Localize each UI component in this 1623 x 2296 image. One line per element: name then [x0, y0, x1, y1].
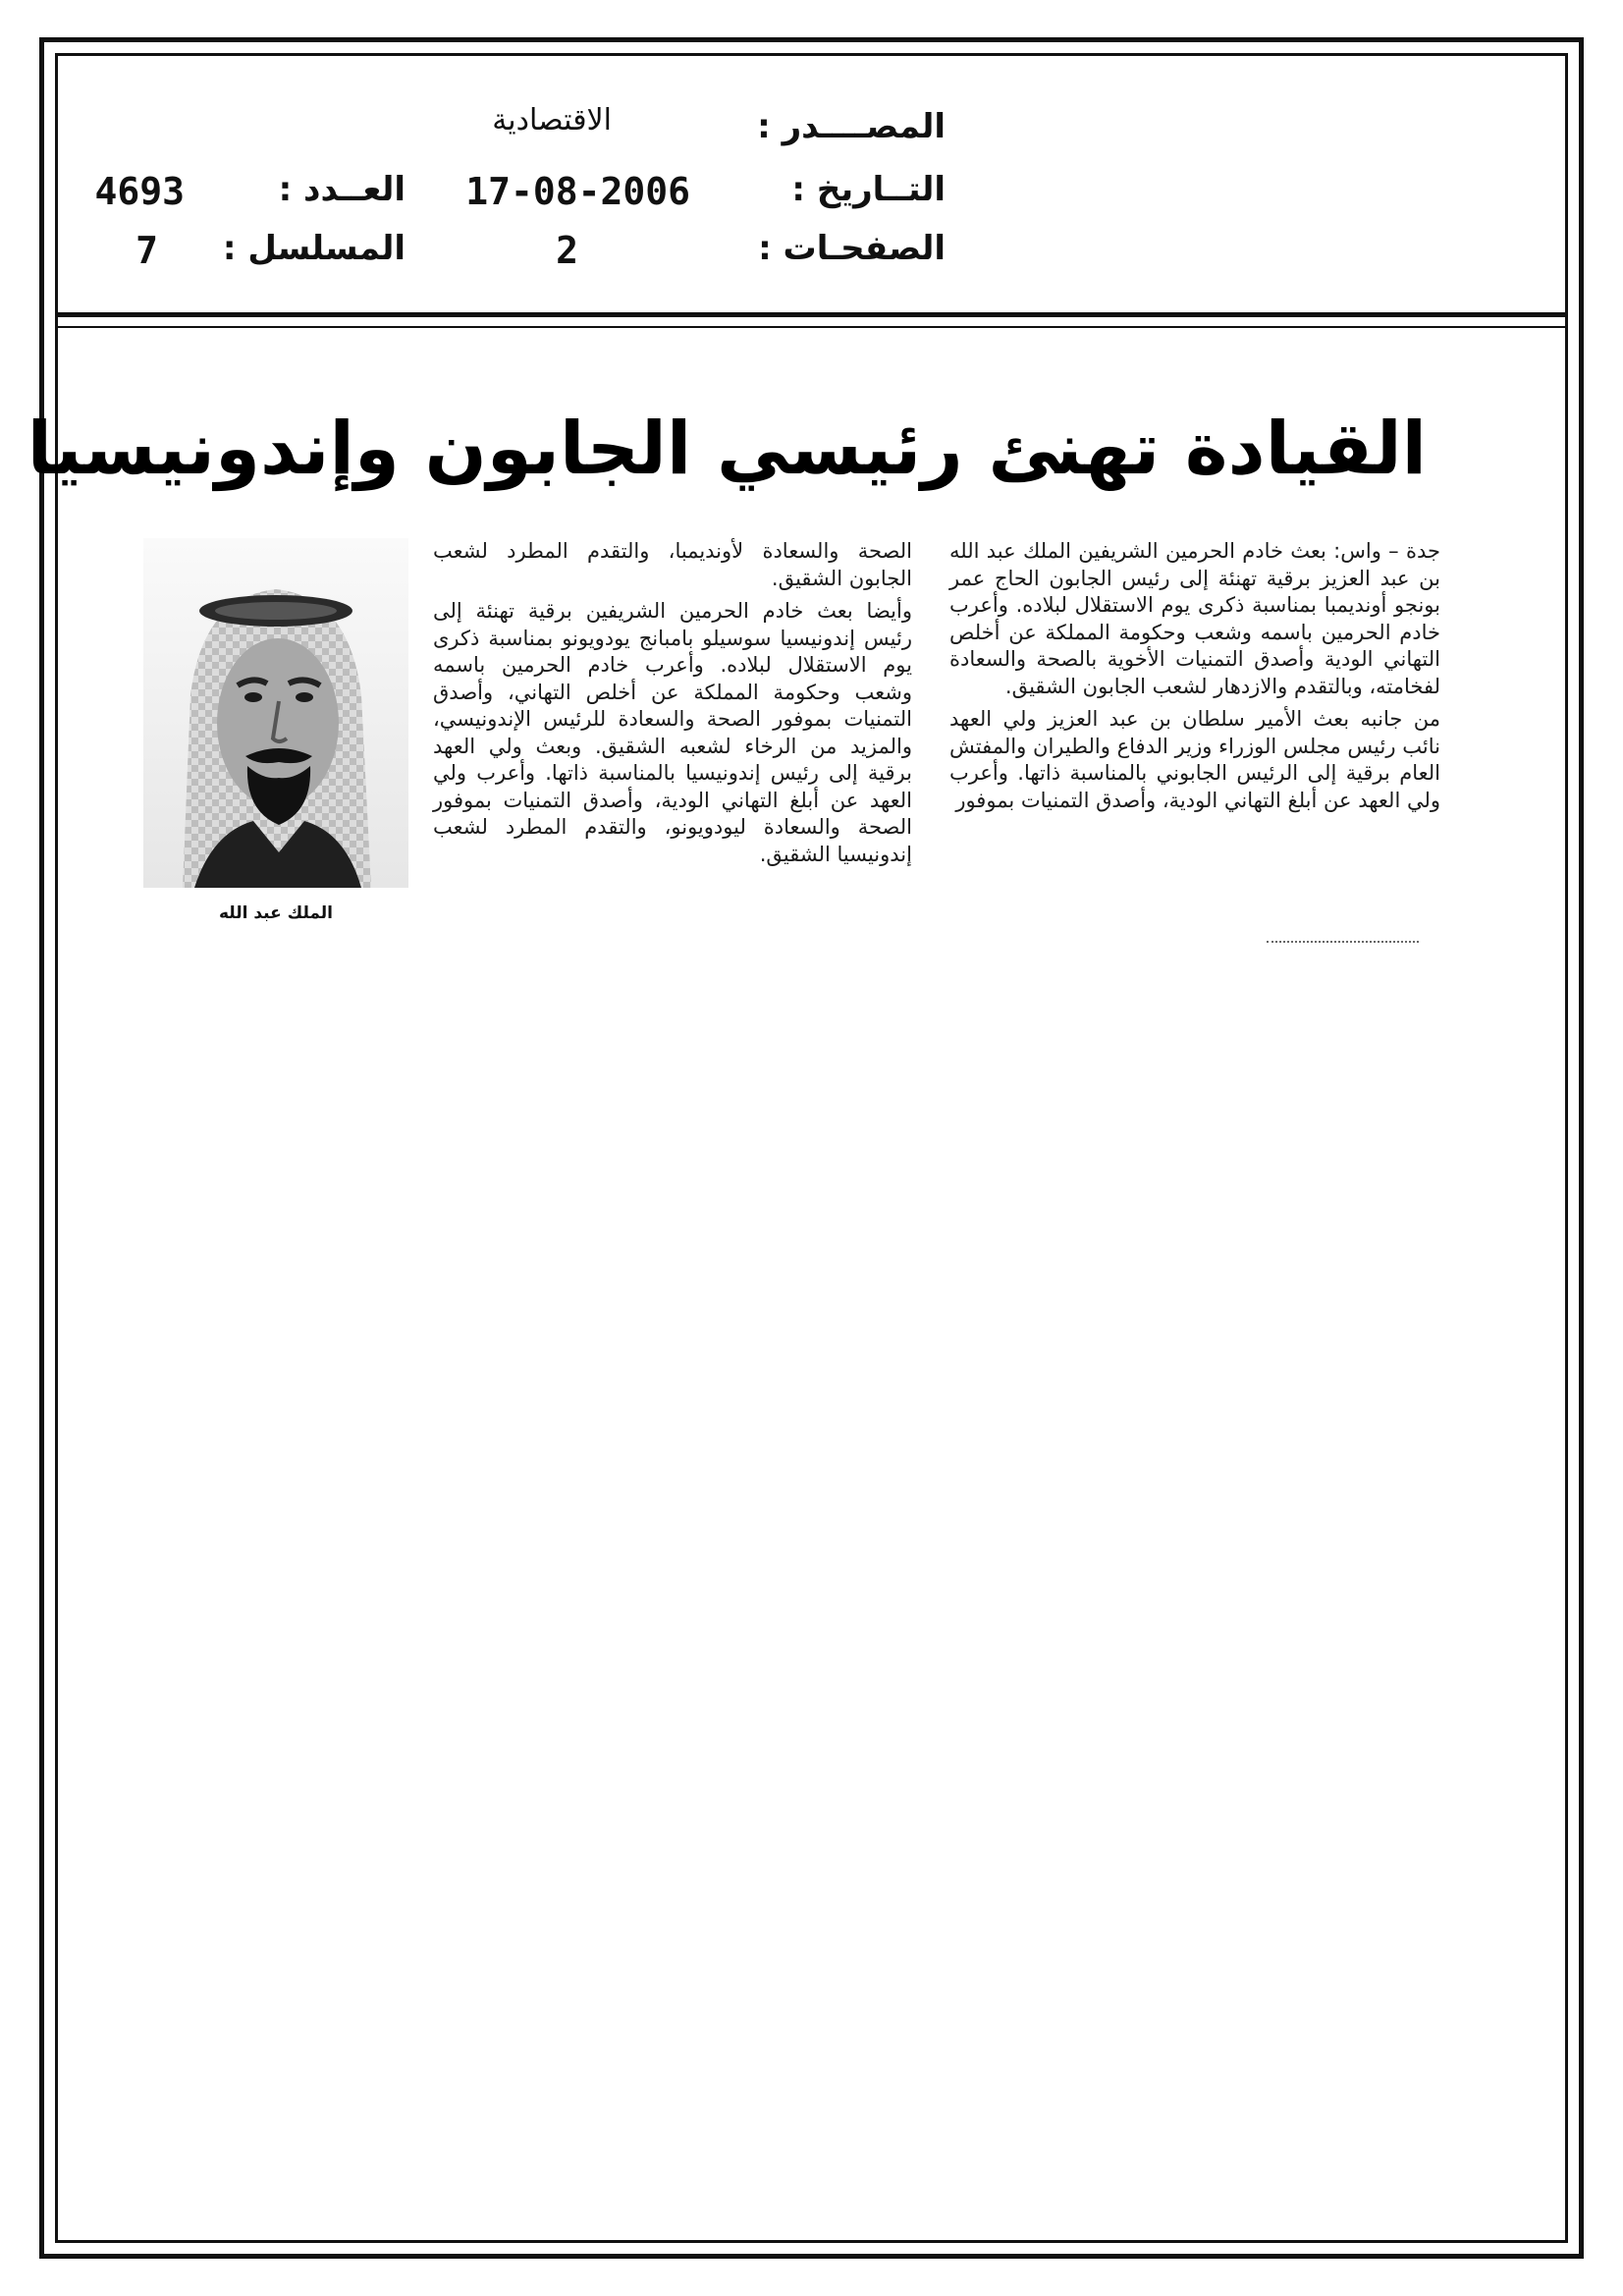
page-inner-frame [55, 53, 1568, 2243]
serial-value: 7 [135, 229, 158, 272]
article-paragraph: من جانبه بعث الأمير سلطان بن عبد العزيز ولي العهد نائب رئيس مجلس الوزراء وزير الدفاع والطيران والمفتش العام برقية إلى الرئيس الجابوني بالمناسبة ذاتها. وأعرب ولي العهد عن أبلغ التهاني الودية، وأصدق التمنيات بموفور [949, 707, 1440, 812]
source-label: المصــــدر : [757, 107, 946, 146]
article-column-2 [433, 538, 912, 868]
date-value: 17-08-2006 [465, 170, 690, 213]
photo-caption: الملك عبد الله [218, 903, 334, 923]
king-portrait-photo [143, 538, 408, 888]
source-value: الاقتصادية [492, 103, 612, 137]
serial-label: المسلسل : [222, 229, 406, 268]
header-divider-thin [55, 326, 1568, 328]
article-paragraph: جدة – واس: بعث خادم الحرمين الشريفين الملك عبد الله بن عبد العزيز برقية تهنئة إلى رئيس الجابون الحاج عمر بونجو أونديمبا بمناسبة ذكرى يوم الاستقلال لبلاده. وأعرب خادم الحرمين باسمه وشعب وحكومة المملكة عن أخلص التهاني الودية وأصدق التمنيات الأخوية بالصحة والسعادة لفخامته، وبالتقدم والازدهار لشعب الجابون الشقيق. [949, 539, 1440, 698]
pages-value: 2 [556, 229, 578, 272]
article-paragraph: وأيضا بعث خادم الحرمين الشريفين برقية تهنئة إلى رئيس إندونيسيا سوسيلو بامبانج يودويونو بمناسبة ذكرى يوم الاستقلال لبلاده. وأعرب خادم الحرمين باسمه وشعب وحكومة المملكة عن أخلص التهاني، وأصدق التمنيات بموفور الصحة والسعادة للرئيس الإندونيسي، والمزيد من الرخاء لشعبه الشقيق. وبعث ولي العهد برقية إلى رئيس إندونيسيا بالمناسبة ذاتها. وأعرب ولي العهد عن أبلغ التهاني الودية، وأصدق التمنيات بموفور الصحة والسعادة ليودويونو، والتقدم المطرد لشعب إندونيسيا الشقيق. [433, 599, 912, 866]
column-end-rule [1267, 941, 1419, 943]
date-label: التــاريخ : [791, 170, 946, 209]
article-column-1 [949, 538, 1440, 814]
article-headline: القيادة تهنئ رئيسي الجابون وإندونيسيا [27, 407, 1427, 491]
issue-label: العــدد : [278, 170, 406, 209]
pages-label: الصفحـات : [758, 229, 946, 268]
issue-value: 4693 [94, 170, 185, 213]
header-divider [55, 312, 1568, 317]
article-paragraph: الصحة والسعادة لأونديمبا، والتقدم المطرد لشعب الجابون الشقيق. [433, 539, 912, 590]
